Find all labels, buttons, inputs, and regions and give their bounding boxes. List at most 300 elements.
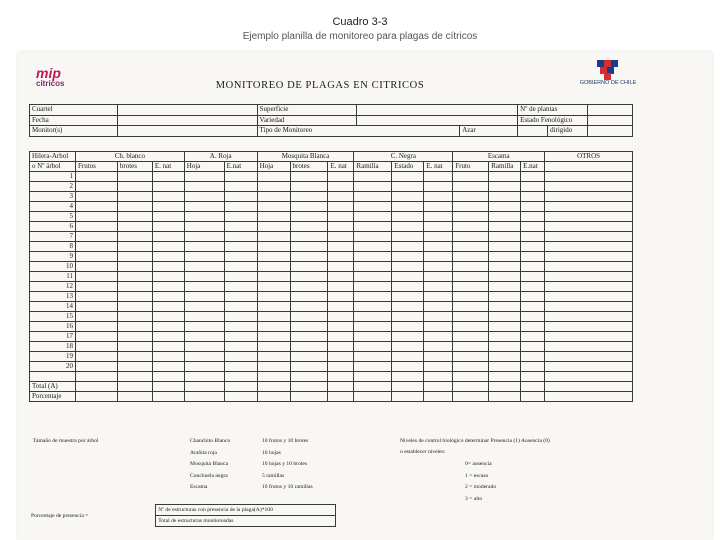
grid-cell[interactable]: [545, 332, 633, 342]
grid-cell[interactable]: [521, 392, 545, 402]
grid-cell[interactable]: [257, 292, 290, 302]
grid-cell[interactable]: [257, 242, 290, 252]
grid-cell[interactable]: [117, 202, 152, 212]
grid-cell[interactable]: [290, 172, 328, 182]
grid-cell[interactable]: [152, 322, 184, 332]
grid-cell[interactable]: [152, 192, 184, 202]
grid-cell[interactable]: [453, 362, 489, 372]
grid-cell[interactable]: [521, 382, 545, 392]
grid-cell[interactable]: [117, 302, 152, 312]
grid-cell[interactable]: [453, 272, 489, 282]
grid-cell[interactable]: [224, 382, 257, 392]
grid-cell[interactable]: [224, 332, 257, 342]
grid-cell[interactable]: [152, 382, 184, 392]
grid-cell[interactable]: [453, 202, 489, 212]
grid-cell[interactable]: [75, 262, 117, 272]
grid-cell[interactable]: [117, 252, 152, 262]
grid-cell[interactable]: [424, 282, 453, 292]
grid-cell[interactable]: [521, 202, 545, 212]
grid-cell[interactable]: [184, 172, 224, 182]
grid-cell[interactable]: [257, 382, 290, 392]
grid-cell[interactable]: [117, 342, 152, 352]
grid-cell[interactable]: [257, 272, 290, 282]
grid-cell[interactable]: [328, 232, 354, 242]
grid-cell[interactable]: [453, 232, 489, 242]
grid-cell[interactable]: [521, 332, 545, 342]
grid-cell[interactable]: [184, 302, 224, 312]
grid-cell[interactable]: [354, 252, 392, 262]
grid-cell[interactable]: [453, 172, 489, 182]
grid-cell[interactable]: [184, 262, 224, 272]
grid-cell[interactable]: [392, 222, 424, 232]
grid-cell[interactable]: [184, 192, 224, 202]
grid-cell[interactable]: [328, 272, 354, 282]
grid-cell[interactable]: [424, 242, 453, 252]
grid-cell[interactable]: [392, 312, 424, 322]
grid-cell[interactable]: [453, 302, 489, 312]
grid-cell[interactable]: [290, 352, 328, 362]
grid-cell[interactable]: [257, 252, 290, 262]
grid-cell[interactable]: [117, 292, 152, 302]
grid-cell[interactable]: [117, 312, 152, 322]
grid-cell[interactable]: [75, 302, 117, 312]
grid-cell[interactable]: [152, 242, 184, 252]
grid-cell[interactable]: [545, 192, 633, 202]
grid-cell[interactable]: [290, 252, 328, 262]
grid-cell[interactable]: [424, 292, 453, 302]
grid-cell[interactable]: [453, 192, 489, 202]
n-plantas-field[interactable]: [588, 105, 633, 116]
grid-cell[interactable]: [152, 282, 184, 292]
grid-cell[interactable]: [392, 282, 424, 292]
grid-cell[interactable]: [453, 332, 489, 342]
grid-cell[interactable]: [354, 232, 392, 242]
grid-cell[interactable]: [489, 262, 521, 272]
cuartel-field[interactable]: [117, 105, 257, 116]
grid-cell[interactable]: [545, 362, 633, 372]
grid-cell[interactable]: [290, 222, 328, 232]
grid-cell[interactable]: [152, 372, 184, 382]
grid-cell[interactable]: [489, 212, 521, 222]
grid-cell[interactable]: [354, 302, 392, 312]
grid-cell[interactable]: [424, 182, 453, 192]
grid-cell[interactable]: [184, 292, 224, 302]
grid-cell[interactable]: [224, 322, 257, 332]
grid-cell[interactable]: [545, 302, 633, 312]
grid-cell[interactable]: [453, 182, 489, 192]
grid-cell[interactable]: [75, 272, 117, 282]
grid-cell[interactable]: [328, 192, 354, 202]
grid-cell[interactable]: [489, 242, 521, 252]
grid-cell[interactable]: [117, 392, 152, 402]
grid-cell[interactable]: [521, 302, 545, 312]
grid-cell[interactable]: [152, 252, 184, 262]
grid-cell[interactable]: [392, 332, 424, 342]
grid-cell[interactable]: [75, 352, 117, 362]
grid-cell[interactable]: [224, 232, 257, 242]
grid-cell[interactable]: [545, 322, 633, 332]
grid-cell[interactable]: [152, 172, 184, 182]
grid-cell[interactable]: [453, 382, 489, 392]
grid-cell[interactable]: [392, 202, 424, 212]
grid-cell[interactable]: [224, 272, 257, 282]
grid-cell[interactable]: [290, 292, 328, 302]
grid-cell[interactable]: [257, 202, 290, 212]
grid-cell[interactable]: [75, 362, 117, 372]
grid-cell[interactable]: [328, 312, 354, 322]
grid-cell[interactable]: [257, 172, 290, 182]
grid-cell[interactable]: [290, 372, 328, 382]
grid-cell[interactable]: [424, 172, 453, 182]
grid-cell[interactable]: [224, 182, 257, 192]
grid-cell[interactable]: [354, 362, 392, 372]
grid-cell[interactable]: [545, 342, 633, 352]
grid-cell[interactable]: [392, 242, 424, 252]
grid-cell[interactable]: [392, 352, 424, 362]
grid-cell[interactable]: [453, 312, 489, 322]
grid-cell[interactable]: [290, 242, 328, 252]
grid-cell[interactable]: [392, 192, 424, 202]
grid-cell[interactable]: [75, 392, 117, 402]
grid-cell[interactable]: [489, 222, 521, 232]
grid-cell[interactable]: [117, 322, 152, 332]
grid-cell[interactable]: [392, 372, 424, 382]
grid-cell[interactable]: [424, 312, 453, 322]
grid-cell[interactable]: [290, 192, 328, 202]
grid-cell[interactable]: [328, 242, 354, 252]
grid-cell[interactable]: [354, 222, 392, 232]
grid-cell[interactable]: [521, 192, 545, 202]
grid-cell[interactable]: [354, 192, 392, 202]
grid-cell[interactable]: [117, 352, 152, 362]
grid-cell[interactable]: [152, 332, 184, 342]
grid-cell[interactable]: [117, 282, 152, 292]
grid-cell[interactable]: [354, 292, 392, 302]
grid-cell[interactable]: [354, 342, 392, 352]
grid-cell[interactable]: [424, 392, 453, 402]
grid-cell[interactable]: [184, 272, 224, 282]
grid-cell[interactable]: [328, 332, 354, 342]
grid-cell[interactable]: [392, 342, 424, 352]
grid-cell[interactable]: [257, 312, 290, 322]
grid-cell[interactable]: [545, 172, 633, 182]
grid-cell[interactable]: [152, 302, 184, 312]
grid-cell[interactable]: [290, 262, 328, 272]
grid-cell[interactable]: [224, 202, 257, 212]
grid-cell[interactable]: [545, 312, 633, 322]
grid-cell[interactable]: [328, 202, 354, 212]
grid-cell[interactable]: [117, 332, 152, 342]
grid-cell[interactable]: [354, 172, 392, 182]
grid-cell[interactable]: [257, 232, 290, 242]
grid-cell[interactable]: [545, 242, 633, 252]
grid-cell[interactable]: [75, 312, 117, 322]
grid-cell[interactable]: [453, 212, 489, 222]
grid-cell[interactable]: [424, 322, 453, 332]
grid-cell[interactable]: [75, 222, 117, 232]
variedad-field[interactable]: [357, 115, 518, 126]
grid-cell[interactable]: [392, 292, 424, 302]
grid-cell[interactable]: [453, 342, 489, 352]
grid-cell[interactable]: [117, 382, 152, 392]
grid-cell[interactable]: [354, 262, 392, 272]
grid-cell[interactable]: [257, 362, 290, 372]
grid-cell[interactable]: [392, 382, 424, 392]
grid-cell[interactable]: [224, 352, 257, 362]
grid-cell[interactable]: [224, 242, 257, 252]
grid-cell[interactable]: [453, 222, 489, 232]
grid-cell[interactable]: [257, 302, 290, 312]
grid-cell[interactable]: [75, 232, 117, 242]
grid-cell[interactable]: [354, 382, 392, 392]
grid-cell[interactable]: [354, 212, 392, 222]
grid-cell[interactable]: [354, 392, 392, 402]
grid-cell[interactable]: [521, 292, 545, 302]
grid-cell[interactable]: [75, 322, 117, 332]
grid-cell[interactable]: [328, 302, 354, 312]
grid-cell[interactable]: [152, 362, 184, 372]
grid-cell[interactable]: [290, 312, 328, 322]
grid-cell[interactable]: [392, 322, 424, 332]
grid-cell[interactable]: [184, 392, 224, 402]
grid-cell[interactable]: [224, 342, 257, 352]
grid-cell[interactable]: [392, 262, 424, 272]
grid-cell[interactable]: [290, 282, 328, 292]
grid-cell[interactable]: [224, 312, 257, 322]
grid-cell[interactable]: [545, 212, 633, 222]
grid-cell[interactable]: [392, 272, 424, 282]
grid-cell[interactable]: [152, 312, 184, 322]
grid-cell[interactable]: [328, 292, 354, 302]
grid-cell[interactable]: [257, 322, 290, 332]
grid-cell[interactable]: [257, 192, 290, 202]
grid-cell[interactable]: [545, 262, 633, 272]
grid-cell[interactable]: [424, 382, 453, 392]
grid-cell[interactable]: [184, 352, 224, 362]
grid-cell[interactable]: [545, 352, 633, 362]
grid-cell[interactable]: [290, 202, 328, 212]
grid-cell[interactable]: [453, 262, 489, 272]
grid-cell[interactable]: [224, 212, 257, 222]
grid-cell[interactable]: [117, 262, 152, 272]
grid-cell[interactable]: [75, 202, 117, 212]
grid-cell[interactable]: [184, 342, 224, 352]
grid-cell[interactable]: [328, 172, 354, 182]
grid-cell[interactable]: [521, 222, 545, 232]
grid-cell[interactable]: [117, 272, 152, 282]
grid-cell[interactable]: [521, 242, 545, 252]
grid-cell[interactable]: [453, 282, 489, 292]
grid-cell[interactable]: [424, 222, 453, 232]
grid-cell[interactable]: [424, 202, 453, 212]
grid-cell[interactable]: [489, 172, 521, 182]
grid-cell[interactable]: [489, 332, 521, 342]
grid-cell[interactable]: [75, 292, 117, 302]
grid-cell[interactable]: [489, 312, 521, 322]
grid-cell[interactable]: [224, 262, 257, 272]
grid-cell[interactable]: [152, 272, 184, 282]
superficie-field[interactable]: [357, 105, 518, 116]
grid-cell[interactable]: [184, 232, 224, 242]
grid-cell[interactable]: [453, 322, 489, 332]
grid-cell[interactable]: [117, 372, 152, 382]
grid-cell[interactable]: [545, 232, 633, 242]
grid-cell[interactable]: [290, 212, 328, 222]
grid-cell[interactable]: [75, 342, 117, 352]
grid-cell[interactable]: [257, 182, 290, 192]
grid-cell[interactable]: [117, 212, 152, 222]
grid-cell[interactable]: [184, 382, 224, 392]
grid-cell[interactable]: [224, 372, 257, 382]
grid-cell[interactable]: [424, 262, 453, 272]
dirigido-field[interactable]: [588, 126, 633, 137]
grid-cell[interactable]: [224, 222, 257, 232]
grid-cell[interactable]: [521, 322, 545, 332]
grid-cell[interactable]: [75, 182, 117, 192]
grid-cell[interactable]: [184, 212, 224, 222]
grid-cell[interactable]: [521, 252, 545, 262]
grid-cell[interactable]: [184, 222, 224, 232]
grid-cell[interactable]: [184, 202, 224, 212]
grid-cell[interactable]: [75, 332, 117, 342]
grid-cell[interactable]: [545, 182, 633, 192]
grid-cell[interactable]: [75, 382, 117, 392]
grid-cell[interactable]: [257, 392, 290, 402]
grid-cell[interactable]: [184, 182, 224, 192]
grid-cell[interactable]: [290, 332, 328, 342]
grid-cell[interactable]: [521, 342, 545, 352]
grid-cell[interactable]: [328, 382, 354, 392]
grid-cell[interactable]: [328, 322, 354, 332]
grid-cell[interactable]: [257, 212, 290, 222]
grid-cell[interactable]: [354, 332, 392, 342]
grid-cell[interactable]: [257, 332, 290, 342]
grid-cell[interactable]: [453, 372, 489, 382]
grid-cell[interactable]: [521, 272, 545, 282]
grid-cell[interactable]: [424, 332, 453, 342]
grid-cell[interactable]: [224, 192, 257, 202]
grid-cell[interactable]: [117, 232, 152, 242]
grid-cell[interactable]: [117, 192, 152, 202]
grid-cell[interactable]: [424, 302, 453, 312]
grid-cell[interactable]: [75, 172, 117, 182]
grid-cell[interactable]: [290, 382, 328, 392]
grid-cell[interactable]: [75, 282, 117, 292]
grid-cell[interactable]: [521, 262, 545, 272]
grid-cell[interactable]: [424, 192, 453, 202]
grid-cell[interactable]: [545, 272, 633, 282]
grid-cell[interactable]: [545, 392, 633, 402]
grid-cell[interactable]: [290, 322, 328, 332]
grid-cell[interactable]: [152, 352, 184, 362]
grid-cell[interactable]: [453, 352, 489, 362]
grid-cell[interactable]: [521, 282, 545, 292]
monitor-field[interactable]: [117, 126, 257, 137]
grid-cell[interactable]: [392, 302, 424, 312]
grid-cell[interactable]: [290, 362, 328, 372]
grid-cell[interactable]: [184, 332, 224, 342]
grid-cell[interactable]: [224, 292, 257, 302]
grid-cell[interactable]: [489, 272, 521, 282]
grid-cell[interactable]: [328, 212, 354, 222]
grid-cell[interactable]: [117, 172, 152, 182]
grid-cell[interactable]: [545, 292, 633, 302]
grid-cell[interactable]: [489, 372, 521, 382]
grid-cell[interactable]: [489, 382, 521, 392]
fecha-field[interactable]: [117, 115, 257, 126]
grid-cell[interactable]: [521, 232, 545, 242]
grid-cell[interactable]: [424, 272, 453, 282]
grid-cell[interactable]: [521, 352, 545, 362]
grid-cell[interactable]: [489, 202, 521, 212]
grid-cell[interactable]: [290, 302, 328, 312]
grid-cell[interactable]: [290, 182, 328, 192]
grid-cell[interactable]: [545, 222, 633, 232]
grid-cell[interactable]: [75, 252, 117, 262]
grid-cell[interactable]: [489, 352, 521, 362]
grid-cell[interactable]: [257, 282, 290, 292]
grid-cell[interactable]: [354, 272, 392, 282]
grid-cell[interactable]: [545, 282, 633, 292]
grid-cell[interactable]: [152, 232, 184, 242]
grid-cell[interactable]: [257, 262, 290, 272]
grid-cell[interactable]: [521, 182, 545, 192]
grid-cell[interactable]: [224, 362, 257, 372]
grid-cell[interactable]: [392, 212, 424, 222]
grid-cell[interactable]: [424, 372, 453, 382]
grid-cell[interactable]: [489, 182, 521, 192]
grid-cell[interactable]: [489, 362, 521, 372]
grid-cell[interactable]: [354, 202, 392, 212]
grid-cell[interactable]: [328, 362, 354, 372]
grid-cell[interactable]: [489, 342, 521, 352]
grid-cell[interactable]: [184, 362, 224, 372]
grid-cell[interactable]: [489, 282, 521, 292]
grid-cell[interactable]: [354, 312, 392, 322]
grid-cell[interactable]: [521, 172, 545, 182]
grid-cell[interactable]: [424, 362, 453, 372]
grid-cell[interactable]: [424, 212, 453, 222]
grid-cell[interactable]: [489, 322, 521, 332]
grid-cell[interactable]: [489, 292, 521, 302]
grid-cell[interactable]: [184, 322, 224, 332]
grid-cell[interactable]: [453, 242, 489, 252]
grid-cell[interactable]: [184, 312, 224, 322]
grid-cell[interactable]: [224, 252, 257, 262]
grid-cell[interactable]: [489, 252, 521, 262]
grid-cell[interactable]: [152, 342, 184, 352]
grid-cell[interactable]: [545, 382, 633, 392]
grid-cell[interactable]: [290, 232, 328, 242]
grid-cell[interactable]: [117, 222, 152, 232]
grid-cell[interactable]: [453, 252, 489, 262]
grid-cell[interactable]: [521, 312, 545, 322]
grid-cell[interactable]: [117, 182, 152, 192]
grid-cell[interactable]: [184, 372, 224, 382]
grid-cell[interactable]: [290, 272, 328, 282]
grid-cell[interactable]: [453, 292, 489, 302]
grid-cell[interactable]: [328, 252, 354, 262]
grid-cell[interactable]: [521, 372, 545, 382]
grid-cell[interactable]: [392, 182, 424, 192]
grid-cell[interactable]: [392, 232, 424, 242]
grid-cell[interactable]: [489, 302, 521, 312]
grid-cell[interactable]: [354, 282, 392, 292]
grid-cell[interactable]: [328, 262, 354, 272]
grid-cell[interactable]: [328, 342, 354, 352]
grid-cell[interactable]: [545, 202, 633, 212]
grid-cell[interactable]: [489, 392, 521, 402]
